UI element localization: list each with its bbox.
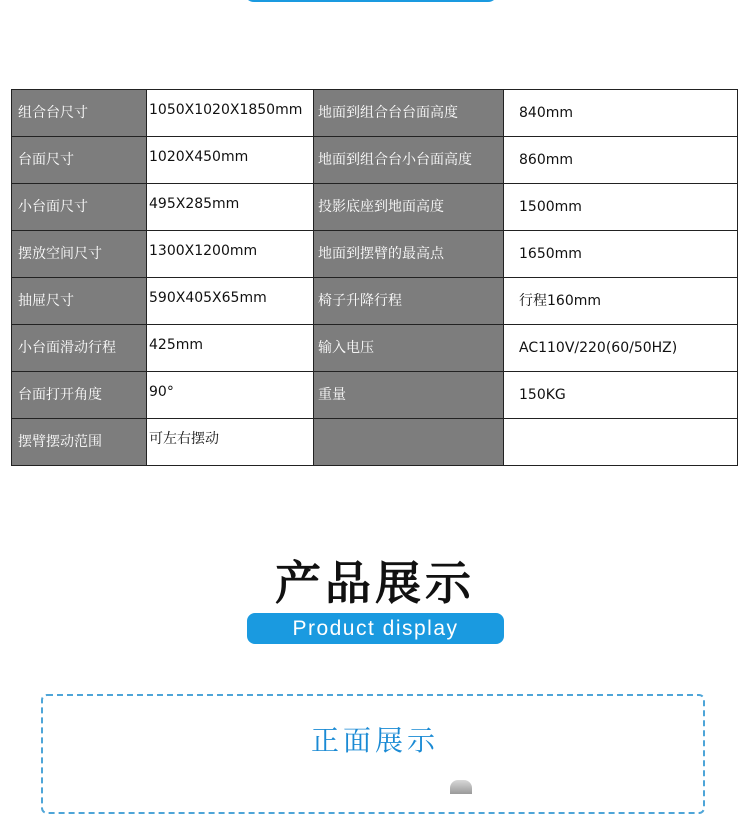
spec-table <box>11 89 738 466</box>
spec-label: 地面到摆臂的最高点 <box>314 231 504 278</box>
spec-label: 输入电压 <box>314 325 504 372</box>
spec-label: 小台面滑动行程 <box>12 325 147 372</box>
spec-label: 重量 <box>314 372 504 419</box>
table-row <box>12 278 738 325</box>
table-row <box>12 184 738 231</box>
spec-label <box>314 419 504 466</box>
product-image <box>450 780 472 794</box>
table-row <box>12 419 738 466</box>
spec-value <box>504 419 738 466</box>
table-row <box>12 372 738 419</box>
table-row <box>12 325 738 372</box>
spec-label: 地面到组合台台面高度 <box>314 90 504 137</box>
spec-value: 1650mm <box>504 231 738 278</box>
spec-value: 840mm <box>504 90 738 137</box>
spec-label: 投影底座到地面高度 <box>314 184 504 231</box>
spec-value: 1020X450mm <box>147 137 314 184</box>
spec-label: 小台面尺寸 <box>12 184 147 231</box>
spec-value: 495X285mm <box>147 184 314 231</box>
section-title: 产品展示 <box>275 556 475 610</box>
spec-label: 椅子升降行程 <box>314 278 504 325</box>
spec-label: 台面尺寸 <box>12 137 147 184</box>
spec-value: 425mm <box>147 325 314 372</box>
table-row <box>12 231 738 278</box>
spec-value: 可左右摆动 <box>147 419 314 466</box>
top-section-pill <box>244 0 498 2</box>
spec-value: 1050X1020X1850mm <box>147 90 314 137</box>
spec-label: 地面到组合台小台面高度 <box>314 137 504 184</box>
spec-label: 摆放空间尺寸 <box>12 231 147 278</box>
spec-label: 抽屉尺寸 <box>12 278 147 325</box>
table-row <box>12 137 738 184</box>
spec-label: 组合台尺寸 <box>12 90 147 137</box>
section-subtitle-pill: Product display <box>247 613 504 644</box>
spec-value: 90° <box>147 372 314 419</box>
spec-value: 1300X1200mm <box>147 231 314 278</box>
spec-value: 1500mm <box>504 184 738 231</box>
table-row <box>12 90 738 137</box>
spec-value: 590X405X65mm <box>147 278 314 325</box>
spec-label: 摆臂摆动范围 <box>12 419 147 466</box>
spec-value: 860mm <box>504 137 738 184</box>
spec-value: 行程160mm <box>504 278 738 325</box>
spec-value: 150KG <box>504 372 738 419</box>
gallery-title: 正面展示 <box>310 724 439 757</box>
spec-label: 台面打开角度 <box>12 372 147 419</box>
spec-value: AC110V/220(60/50HZ) <box>504 325 738 372</box>
